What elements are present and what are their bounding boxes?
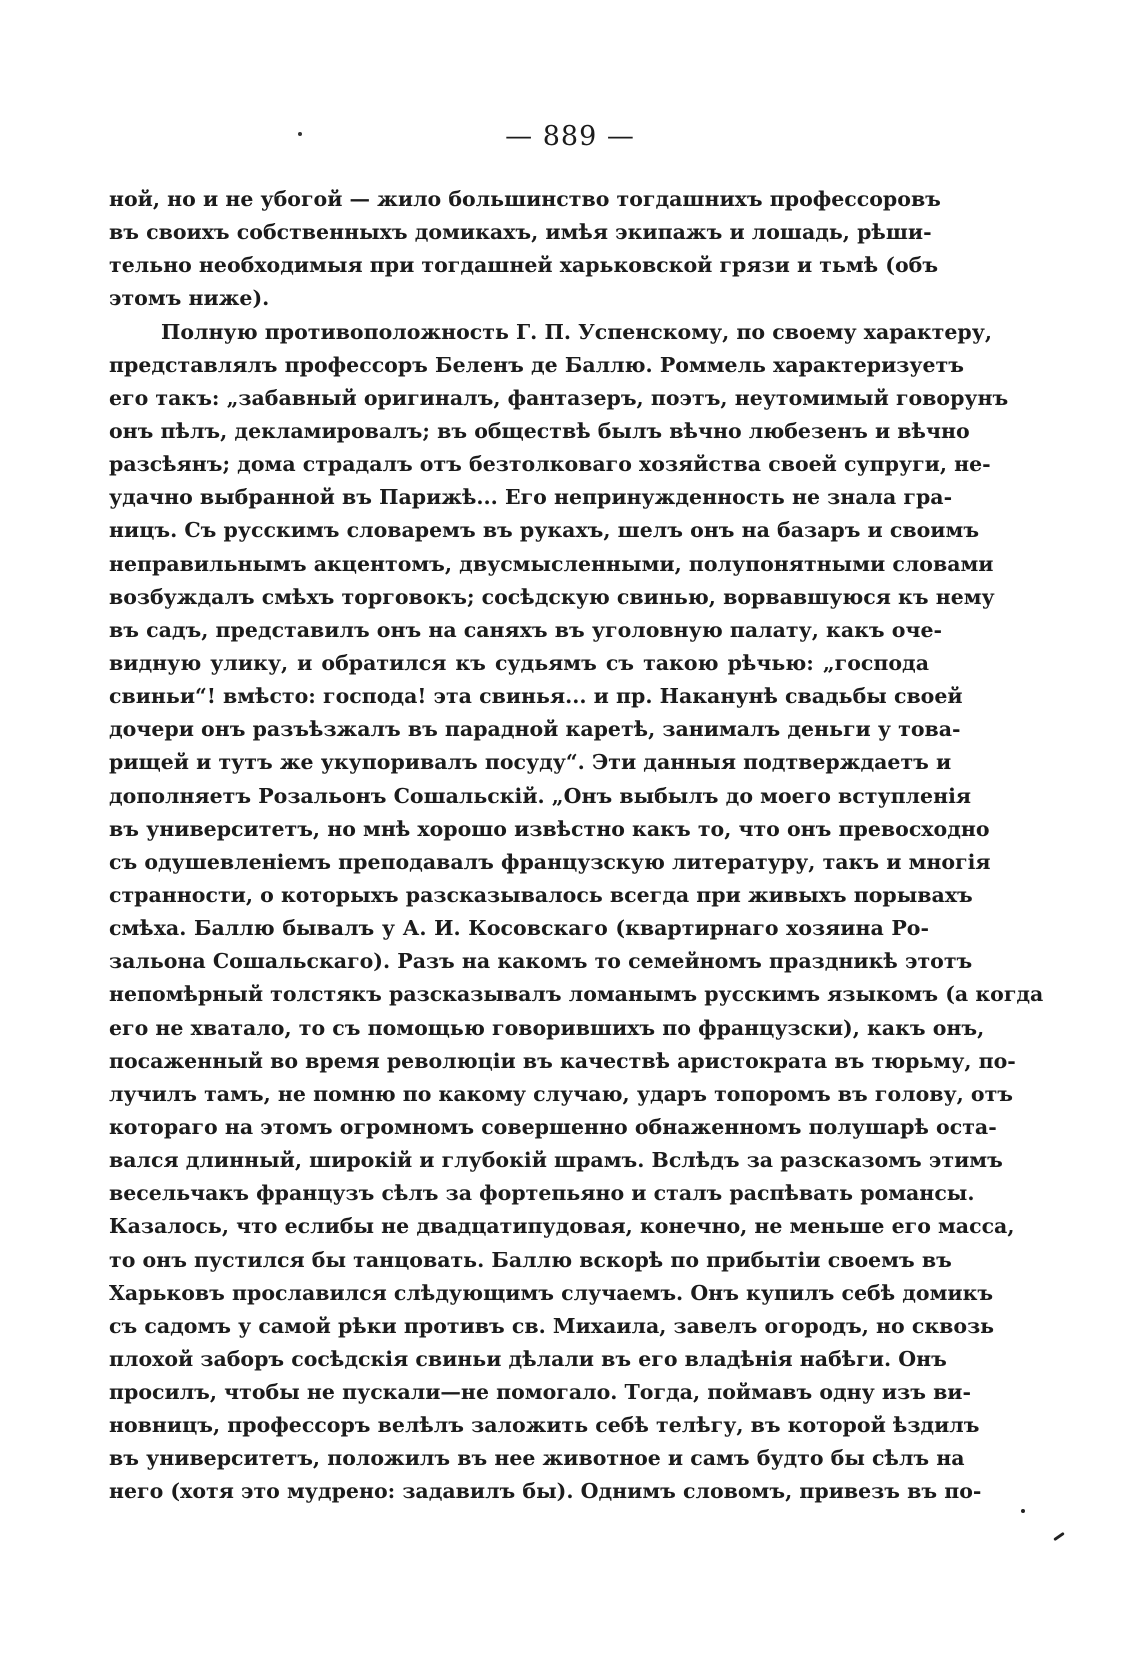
text-line: просилъ, чтобы не пускали—не помогало. Тогда, поймавъ одну изъ ви- xyxy=(109,1380,972,1405)
paragraph-first-line: Полную противоположность Г. П. Успенскому, по своему характеру, xyxy=(161,319,993,344)
text-line: непомѣрный толстякъ разсказывалъ ломанымъ русскимъ языкомъ (а когда xyxy=(109,982,1044,1007)
text-line: зальона Сошальскаго). Разъ на какомъ то семейномъ праздникѣ этотъ xyxy=(109,949,973,974)
text-line: видную улику, и обратился къ судьямъ съ такою рѣчью: „господа xyxy=(109,650,929,675)
text-line: съ одушевленіемъ преподавалъ французскую литературу, такъ и многія xyxy=(109,849,991,874)
text-line: странности, о которыхъ разсказывалось всегда при живыхъ порывахъ xyxy=(109,882,973,907)
scan-dot-mark xyxy=(1021,1509,1025,1513)
text-line: плохой заборъ сосѣдскія свиньи дѣлали въ его владѣнія набѣги. Онъ xyxy=(109,1346,947,1371)
body-text xyxy=(109,183,1044,1509)
text-line: Казалось, что еслибы не двадцатипудовая, конечно, не меньше его масса, xyxy=(109,1214,1015,1239)
scan-ink-mark xyxy=(1053,1532,1065,1541)
text-line: въ университетъ, но мнѣ хорошо извѣстно какъ то, что онъ превосходно xyxy=(109,816,990,841)
text-line: ницъ. Съ русскимъ словаремъ въ рукахъ, шелъ онъ на базаръ и своимъ xyxy=(109,518,980,543)
text-line: въ своихъ собственныхъ домикахъ, имѣя экипажъ и лошадь, рѣши- xyxy=(109,220,932,245)
text-line: въ садъ, представилъ онъ на саняхъ въ уголовную палату, какъ оче- xyxy=(109,617,943,642)
text-line: онъ пѣлъ, декламировалъ; въ обществѣ былъ вѣчно любезенъ и вѣчно xyxy=(109,418,970,443)
text-line: удачно выбранной въ Парижѣ... Его непринужденность не знала гра- xyxy=(109,485,953,510)
text-line: въ университетъ, положилъ въ нее животное и самъ будто бы сѣлъ на xyxy=(109,1446,965,1471)
text-line: его не хватало, то съ помощью говорившихъ по французски), какъ онъ, xyxy=(109,1015,985,1040)
text-line: дополняетъ Розальонъ Сошальскій. „Онъ выбылъ до моего вступленія xyxy=(109,783,972,808)
text-line: рищей и тутъ же укупоривалъ посуду“. Эти данныя подтверждаетъ и xyxy=(109,750,952,775)
text-line: котораго на этомъ огромномъ совершенно обнаженномъ полушарѣ оста- xyxy=(109,1114,997,1139)
text-line: лучилъ тамъ, не помню по какому случаю, ударъ топоромъ въ голову, отъ xyxy=(109,1081,1014,1106)
text-line: смѣха. Баллю бывалъ у А. И. Косовскаго (квартирнаго хозяина Ро- xyxy=(109,916,929,941)
text-line: его такъ: „забавный оригиналъ, фантазеръ, поэтъ, неутомимый говорунъ xyxy=(109,385,1009,410)
text-line: свиньи“! вмѣсто: господа! эта свинья... и пр. Наканунѣ свадьбы своей xyxy=(109,684,963,709)
text-line: новницъ, профессоръ велѣлъ заложить себѣ телѣгу, въ которой ѣздилъ xyxy=(109,1413,980,1438)
text-line: посаженный во время революціи въ качествѣ аристократа въ тюрьму, по- xyxy=(109,1048,1016,1073)
text-line: то онъ пустился бы танцовать. Баллю вскорѣ по прибытіи своемъ въ xyxy=(109,1247,952,1272)
page-number: — 889 — xyxy=(505,121,635,152)
text-line: представлялъ профессоръ Беленъ де Баллю. Роммель характеризуетъ xyxy=(109,352,964,377)
text-line: тельно необходимыя при тогдашней харьковской грязи и тьмѣ (объ xyxy=(109,253,939,278)
text-line: дочери онъ разъѣзжалъ въ парадной каретѣ, занималъ деньги у това- xyxy=(109,717,961,742)
text-line: ной, но и не убогой — жило большинство тогдашнихъ профессоровъ xyxy=(109,187,941,211)
text-line: неправильнымъ акцентомъ, двусмысленными, полупонятными словами xyxy=(109,551,994,576)
text-line: съ садомъ у самой рѣки противъ св. Михаила, завелъ огородъ, но сквозь xyxy=(109,1313,995,1338)
text-line: вался длинный, широкій и глубокій шрамъ. Вслѣдъ за разсказомъ этимъ xyxy=(109,1148,1003,1173)
text-line: разсѣянъ; дома страдалъ отъ безтолковаго хозяйства своей супруги, не- xyxy=(109,452,991,477)
text-line: этомъ ниже). xyxy=(109,286,270,311)
text-line: весельчакъ французъ сѣлъ за фортепьяно и сталъ распѣвать романсы. xyxy=(109,1181,975,1206)
text-line: Харьковъ прославился слѣдующимъ случаемъ. Онъ купилъ себѣ домикъ xyxy=(109,1280,994,1305)
text-line: него (хотя это мудрено: задавилъ бы). Однимъ словомъ, привезъ въ по- xyxy=(109,1479,982,1504)
text-line: возбуждалъ смѣхъ торговокъ; сосѣдскую свинью, ворвавшуюся къ нему xyxy=(109,584,995,609)
